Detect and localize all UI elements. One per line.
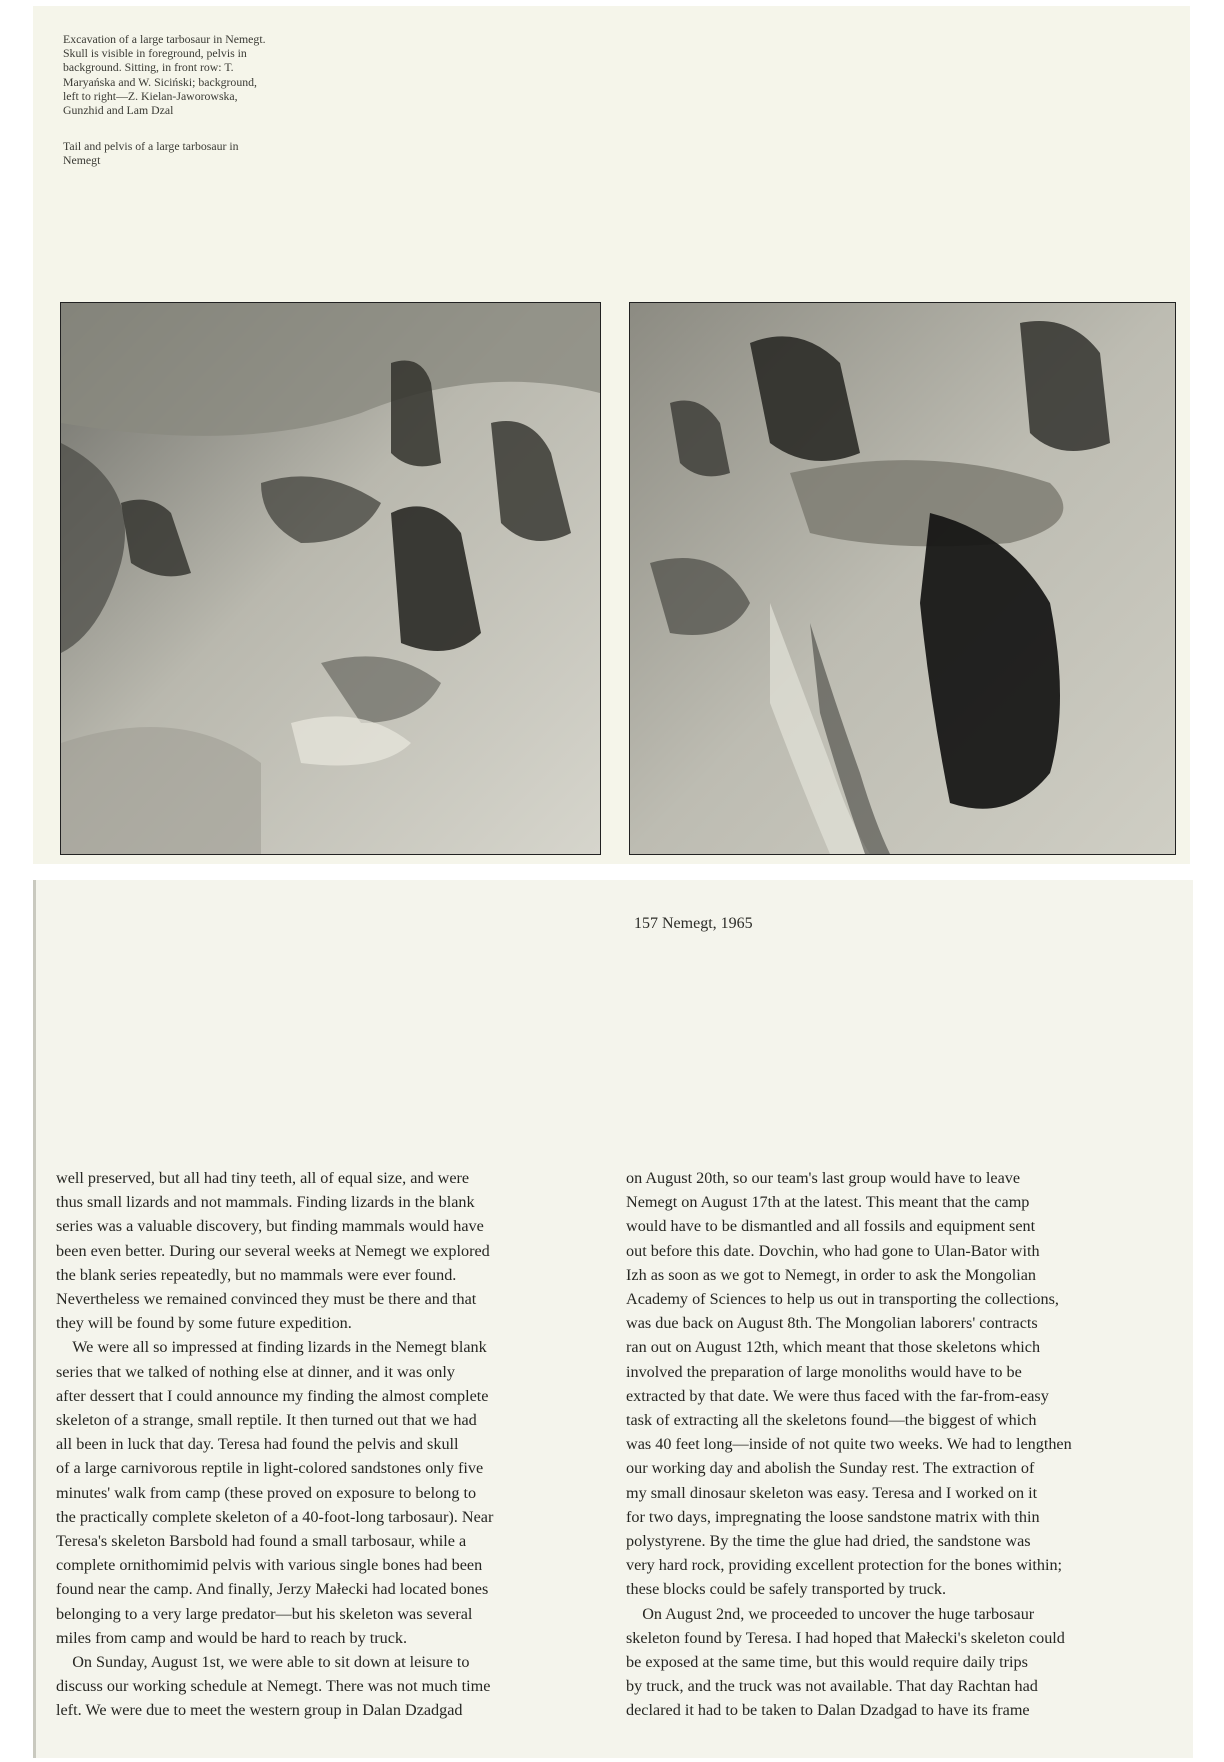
text-line: after dessert that I could announce my finding the almost complete	[56, 1386, 489, 1405]
text-line: our working day and abolish the Sunday rest. The extraction of	[626, 1459, 1035, 1478]
text-line: skeleton found by Teresa. I had hoped that Małecki's skeleton could	[626, 1628, 1065, 1647]
text-line: very hard rock, providing excellent protection for the bones within;	[626, 1556, 1063, 1575]
text-line: well preserved, but all had tiny teeth, all of equal size, and were	[56, 1169, 470, 1187]
text-line: declared it had to be taken to Dalan Dzadgad to have its frame	[626, 1701, 1030, 1720]
text-line: for two days, impregnating the loose sandstone matrix with thin	[626, 1507, 1040, 1526]
text-line: series was a valuable discovery, but finding mammals would have	[56, 1217, 484, 1236]
text-line: the blank series repeatedly, but no mammals were ever found.	[56, 1265, 457, 1284]
text-line: Nevertheless we remained convinced they must be there and that	[56, 1290, 477, 1309]
top-page	[33, 6, 1190, 864]
text-line: discuss our working schedule at Nemegt. There was not much time	[56, 1677, 491, 1696]
text-line: polystyrene. By the time the glue had dried, the sandstone was	[626, 1532, 1031, 1551]
text-line: Academy of Sciences to help us out in transporting the collections,	[626, 1290, 1059, 1309]
text-line: complete ornithomimid pelvis with various single bones had been	[56, 1556, 483, 1575]
text-line: by truck, and the truck was not available. That day Rachtan had	[626, 1677, 1038, 1696]
text-line: miles from camp and would be hard to reach by truck.	[56, 1628, 408, 1647]
excavation-photo	[60, 302, 601, 855]
text-line: series that we talked of nothing else at dinner, and it was only	[56, 1362, 455, 1381]
text-line: of a large carnivorous reptile in light-colored sandstones only five	[56, 1459, 484, 1478]
text-line: the practically complete skeleton of a 40-foot-long tarbosaur). Near	[56, 1507, 494, 1526]
text-line: left. We were due to meet the western group in Dalan Dzadgad	[56, 1701, 463, 1720]
text-line: On Sunday, August 1st, we were able to sit down at leisure to	[56, 1653, 470, 1672]
right-text-column	[626, 1166, 1171, 1723]
tail-pelvis-photo	[629, 302, 1176, 855]
text-line: these blocks could be safely transported by truck.	[626, 1580, 947, 1599]
text-line: Teresa's skeleton Barsbold had found a small tarbosaur, while a	[56, 1532, 467, 1551]
text-line: all been in luck that day. Teresa had found the pelvis and skull	[56, 1435, 459, 1454]
text-line: belonging to a very large predator—but his skeleton was several	[56, 1604, 473, 1623]
text-line: out before this date. Dovchin, who had gone to Ulan-Bator with	[626, 1241, 1040, 1260]
text-line: would have to be dismantled and all fossils and equipment sent	[626, 1217, 1036, 1236]
text-line: be exposed at the same time, but this would require daily trips	[626, 1653, 1028, 1672]
text-line: minutes' walk from camp (these proved on exposure to belong to	[56, 1483, 477, 1502]
running-head: 157 Nemegt, 1965	[634, 915, 753, 932]
text-line: Nemegt on August 17th at the latest. This meant that the camp	[626, 1193, 1030, 1212]
text-line: We were all so impressed at finding lizards in the Nemegt blank	[56, 1338, 487, 1357]
text-line: On August 2nd, we proceeded to uncover the huge tarbosaur	[626, 1604, 1035, 1623]
photo-caption-excavation: Excavation of a large tarbosaur in Nemegt. Skull is visible in foreground, pelvis in background. Sitting, in front row: T. Maryańska and W. Siciński; background, left to right—Z. Kielan-Jaworowska, Gunzhid and Lam Dzal	[63, 32, 266, 118]
text-line: been even better. During our several weeks at Nemegt we explored	[56, 1241, 490, 1260]
photo-caption-tail-pelvis: Tail and pelvis of a large tarbosaur in Nemegt	[63, 139, 239, 168]
left-text-column	[56, 1166, 596, 1723]
text-line: ran out on August 12th, which meant that those skeletons which	[626, 1338, 1041, 1357]
text-line: involved the preparation of large monoliths would have to be	[626, 1362, 1022, 1381]
text-line: was 40 feet long—inside of not quite two weeks. We had to lengthen	[626, 1435, 1072, 1454]
text-line: skeleton of a strange, small reptile. It then turned out that we had	[56, 1411, 477, 1430]
text-line: found near the camp. And finally, Jerzy Małecki had located bones	[56, 1580, 489, 1599]
text-line: thus small lizards and not mammals. Finding lizards in the blank	[56, 1193, 475, 1212]
text-line: was due back on August 8th. The Mongolian laborers' contracts	[626, 1314, 1038, 1333]
text-line: my small dinosaur skeleton was easy. Teresa and I worked on it	[626, 1483, 1038, 1502]
text-line: on August 20th, so our team's last group would have to leave	[626, 1169, 1021, 1187]
text-line: Izh as soon as we got to Nemegt, in order to ask the Mongolian	[626, 1265, 1036, 1284]
text-line: task of extracting all the skeletons found—the biggest of which	[626, 1411, 1037, 1430]
text-line: extracted by that date. We were thus faced with the far-from-easy	[626, 1386, 1049, 1405]
text-line: they will be found by some future expedition.	[56, 1314, 352, 1333]
bottom-page	[33, 880, 1193, 1758]
